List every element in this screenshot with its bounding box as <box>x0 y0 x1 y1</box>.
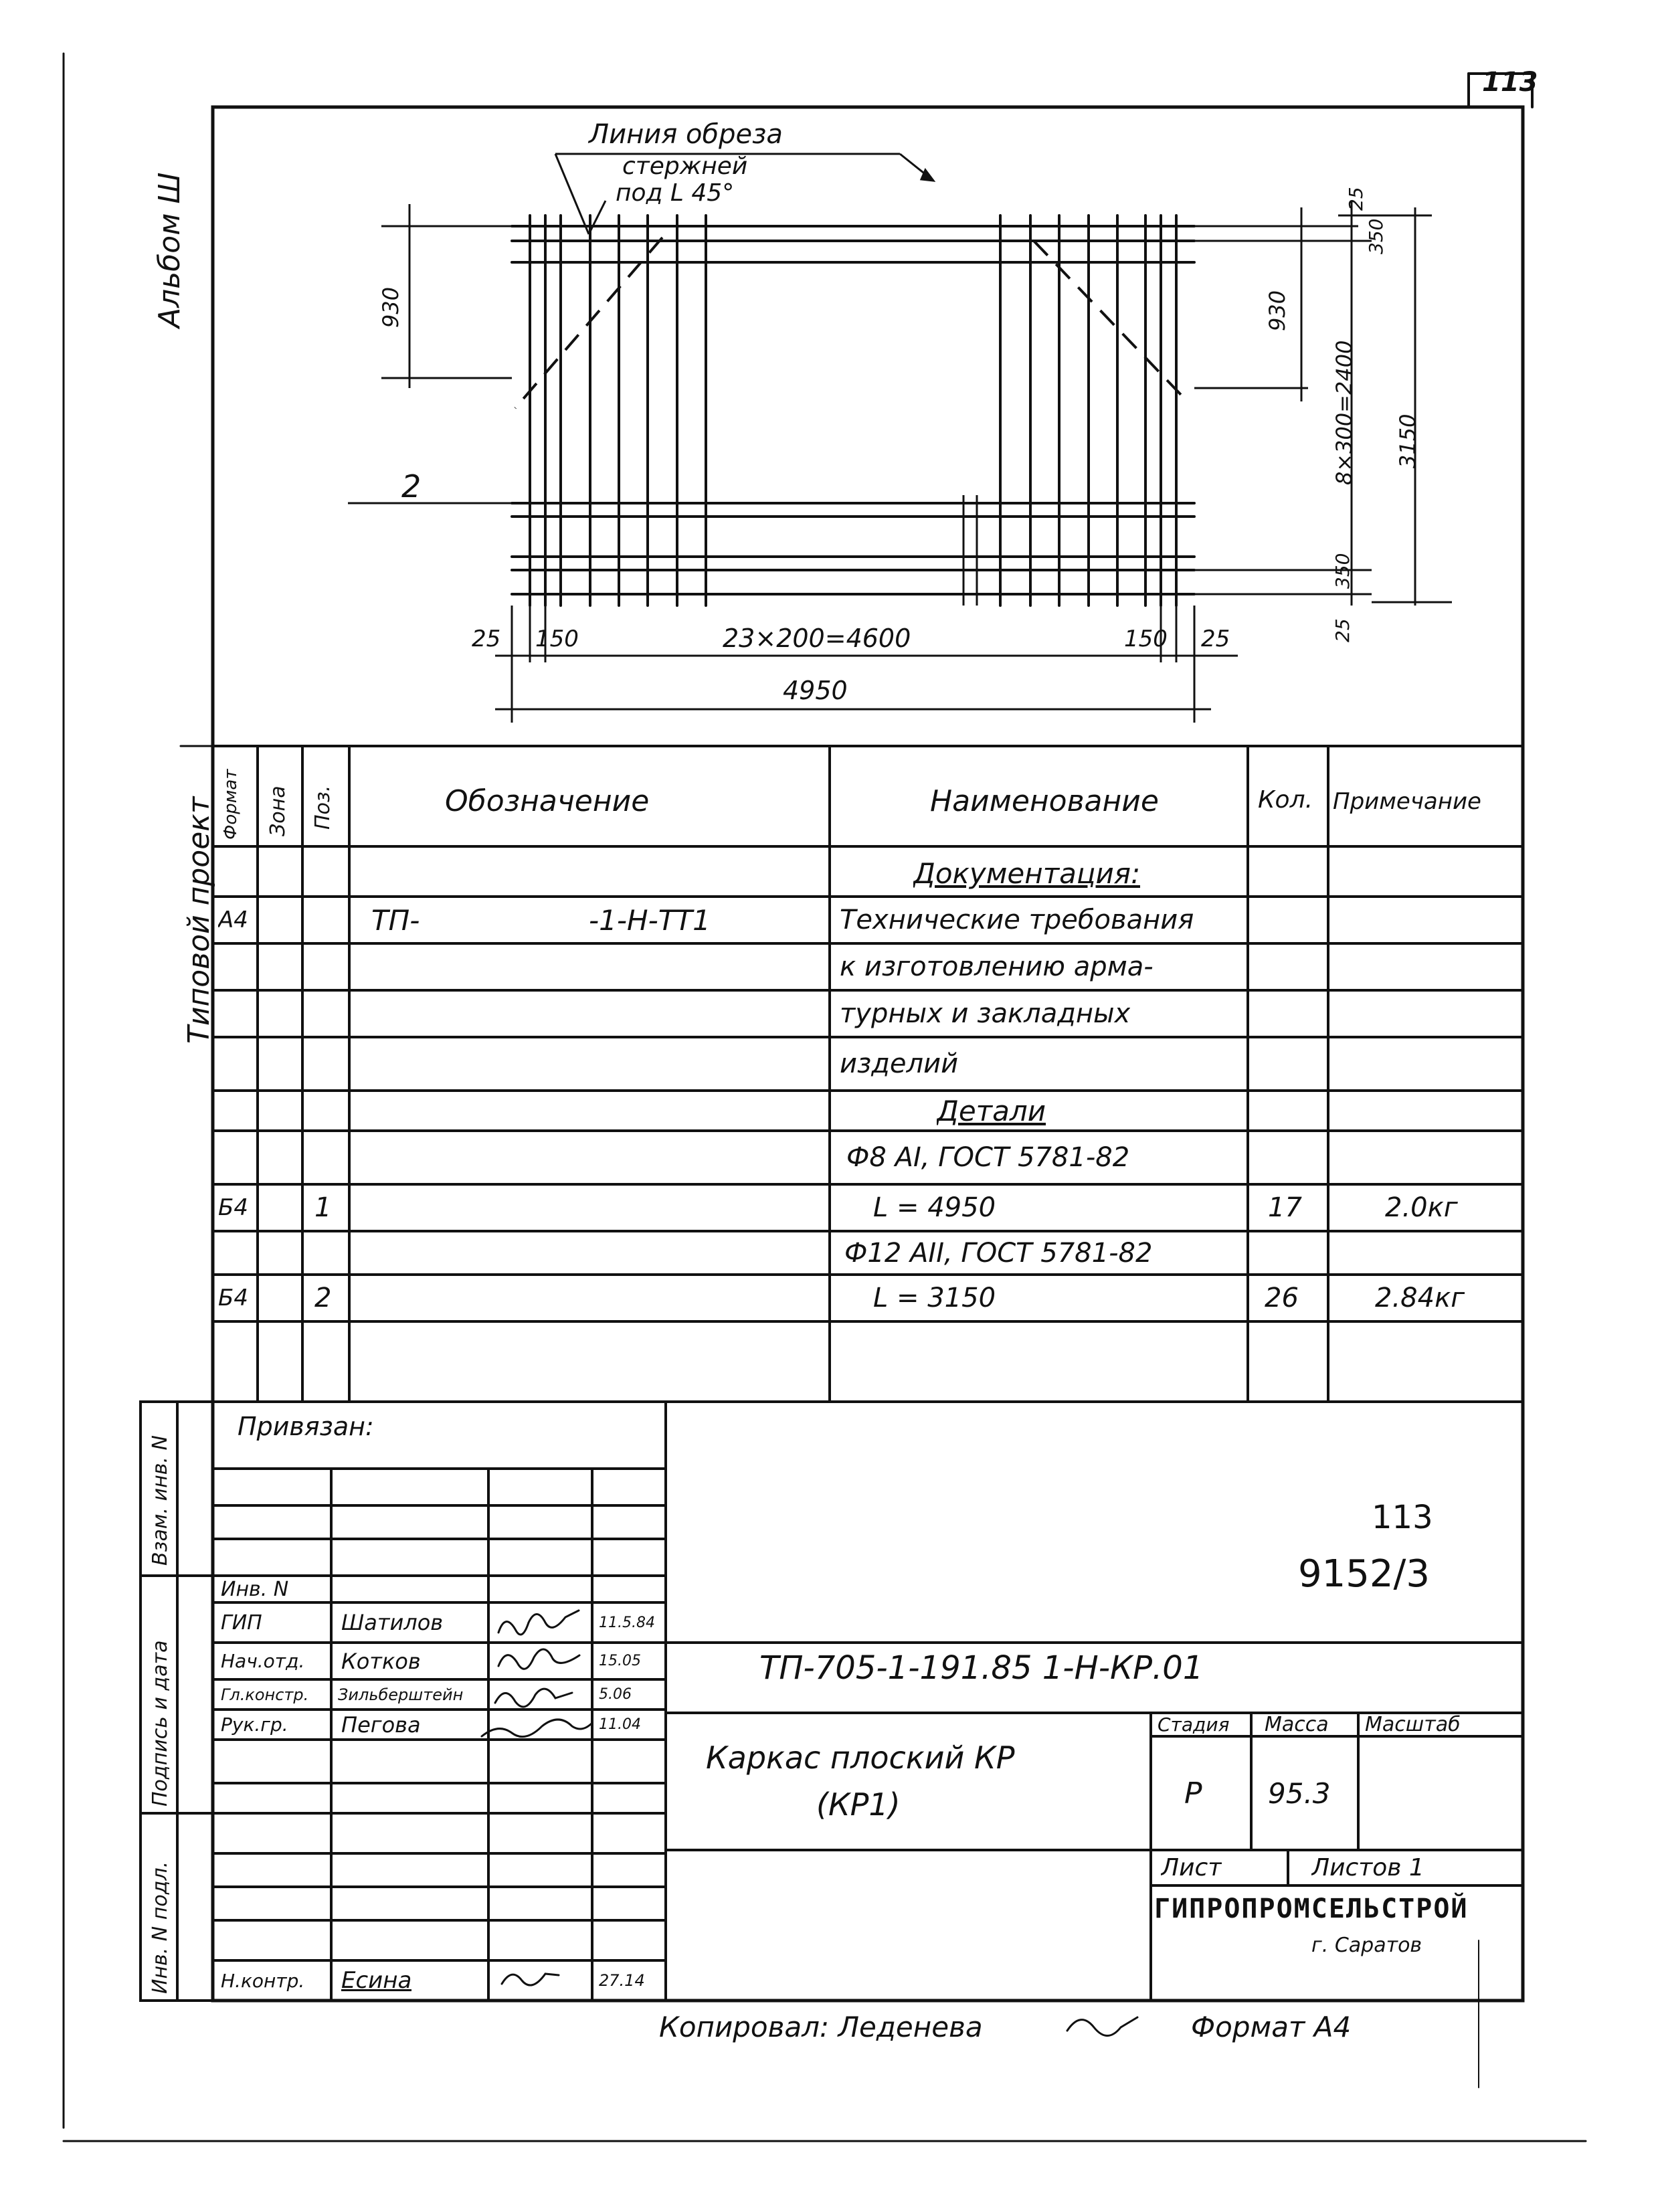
dim-bars-vertical: 8×300=2400 <box>1331 340 1357 485</box>
row-designation: ТП- <box>371 903 420 937</box>
scale-label: Масштаб <box>1365 1713 1461 1736</box>
row-name: к изготовлению арма- <box>840 951 1154 982</box>
row-name: Документация: <box>913 856 1141 890</box>
row-name: L = 4950 <box>873 1192 996 1223</box>
staff-name: Зильберштейн <box>338 1685 464 1704</box>
dim-25-left: 25 <box>472 626 501 652</box>
position-mark: 2 <box>401 468 422 504</box>
album-label: Альбом Ш <box>153 172 187 328</box>
inv-n-label: Инв. N <box>221 1578 289 1601</box>
doc-code: ТП-705-1-191.85 1-Н-КР.01 <box>759 1649 1204 1687</box>
row-name: турных и закладных <box>840 998 1131 1029</box>
ref-top: 113 <box>1372 1499 1433 1536</box>
callout-line-1: Линия обреза <box>589 119 783 150</box>
side-label-vzam: Взам. инв. N <box>149 1435 172 1566</box>
staff-role: Нач.отд. <box>221 1650 305 1672</box>
dim-150-right: 150 <box>1124 626 1168 652</box>
staff-date: 15.05 <box>599 1653 641 1669</box>
staff-role: ГИП <box>221 1610 262 1635</box>
staff-date: 11.04 <box>599 1716 641 1733</box>
staff-name: Котков <box>341 1648 421 1674</box>
header-pos: Поз. <box>311 785 335 830</box>
dim-25-bottom: 25 <box>1331 618 1354 642</box>
n-kontr-role: Н.контр. <box>221 1969 305 1992</box>
side-label-podpis: Подпись и дата <box>149 1640 172 1807</box>
stage-value: Р <box>1184 1776 1202 1811</box>
mass-value: 95.3 <box>1268 1776 1331 1810</box>
ref-bottom: 9152/3 <box>1298 1552 1431 1596</box>
row-pos: 1 <box>314 1192 332 1223</box>
row-name: Ф12 АII, ГОСТ 5781-82 <box>844 1237 1153 1269</box>
row-format: Б4 <box>218 1285 248 1311</box>
header-designation: Обозначение <box>445 784 650 818</box>
item-name-line-2: (КР1) <box>816 1786 901 1823</box>
row-format: А4 <box>218 907 248 933</box>
org-city: г. Саратов <box>1311 1934 1422 1957</box>
dim-350-bottom: 350 <box>1331 553 1354 589</box>
header-note: Примечание <box>1333 788 1481 815</box>
header-format: Формат <box>221 769 241 840</box>
row-note: 2.84кг <box>1375 1283 1465 1313</box>
dim-25-top: 25 <box>1345 187 1367 211</box>
row-name: изделий <box>840 1048 959 1079</box>
footer-format: Формат А4 <box>1191 2011 1352 2043</box>
header-qty: Кол. <box>1258 786 1313 814</box>
dim-25-right: 25 <box>1201 626 1230 652</box>
dim-350-top: 350 <box>1365 218 1387 254</box>
stage-label: Стадия <box>1158 1714 1230 1736</box>
n-kontr-name: Есина <box>341 1967 412 1994</box>
project-label: Типовой проект <box>182 796 216 1044</box>
staff-date: 11.5.84 <box>599 1614 655 1631</box>
header-name: Наименование <box>930 784 1159 818</box>
row-designation-suffix: -1-Н-ТТ1 <box>589 903 711 937</box>
row-name: Ф8 АI, ГОСТ 5781-82 <box>846 1142 1130 1173</box>
row-name: Детали <box>937 1094 1046 1127</box>
row-pos: 2 <box>314 1283 332 1313</box>
dim-150-left: 150 <box>535 626 579 652</box>
staff-role: Гл.констр. <box>221 1685 309 1704</box>
dim-total-width: 4950 <box>783 676 848 705</box>
dim-930-right: 930 <box>1265 290 1290 331</box>
item-name-line-1: Каркас плоский КР <box>706 1740 1015 1776</box>
dim-930-left: 930 <box>378 286 403 328</box>
sheets-label: Листов 1 <box>1311 1854 1424 1881</box>
staff-date: 5.06 <box>599 1686 632 1703</box>
row-qty: 17 <box>1268 1192 1302 1223</box>
org-name: ГИПРОПРОМСЕЛЬСТРОЙ <box>1154 1894 1469 1924</box>
dim-bars-horizontal: 23×200=4600 <box>723 624 911 653</box>
sheet-label: Лист <box>1161 1854 1222 1881</box>
staff-name: Пегова <box>341 1712 421 1738</box>
footer-copied: Копировал: Леденева <box>659 2011 983 2043</box>
row-note: 2.0кг <box>1385 1192 1458 1223</box>
staff-name: Шатилов <box>341 1610 444 1635</box>
staff-role: Рук.гр. <box>221 1714 288 1736</box>
callout-line-2: стержней <box>622 153 748 180</box>
page-number: 113 <box>1482 67 1538 98</box>
row-format: Б4 <box>218 1194 248 1221</box>
header-zone: Зона <box>266 786 290 836</box>
privyazan-label: Привязан: <box>238 1412 374 1441</box>
row-name: Технические требования <box>840 905 1194 935</box>
mass-label: Масса <box>1265 1713 1329 1736</box>
side-label-inv-podl: Инв. N подл. <box>149 1861 172 1994</box>
row-name: L = 3150 <box>873 1283 996 1313</box>
callout-line-3: под L 45° <box>616 179 735 207</box>
n-kontr-date: 27.14 <box>599 1971 645 1990</box>
dim-total-height: 3150 <box>1395 413 1420 468</box>
row-qty: 26 <box>1265 1283 1299 1313</box>
